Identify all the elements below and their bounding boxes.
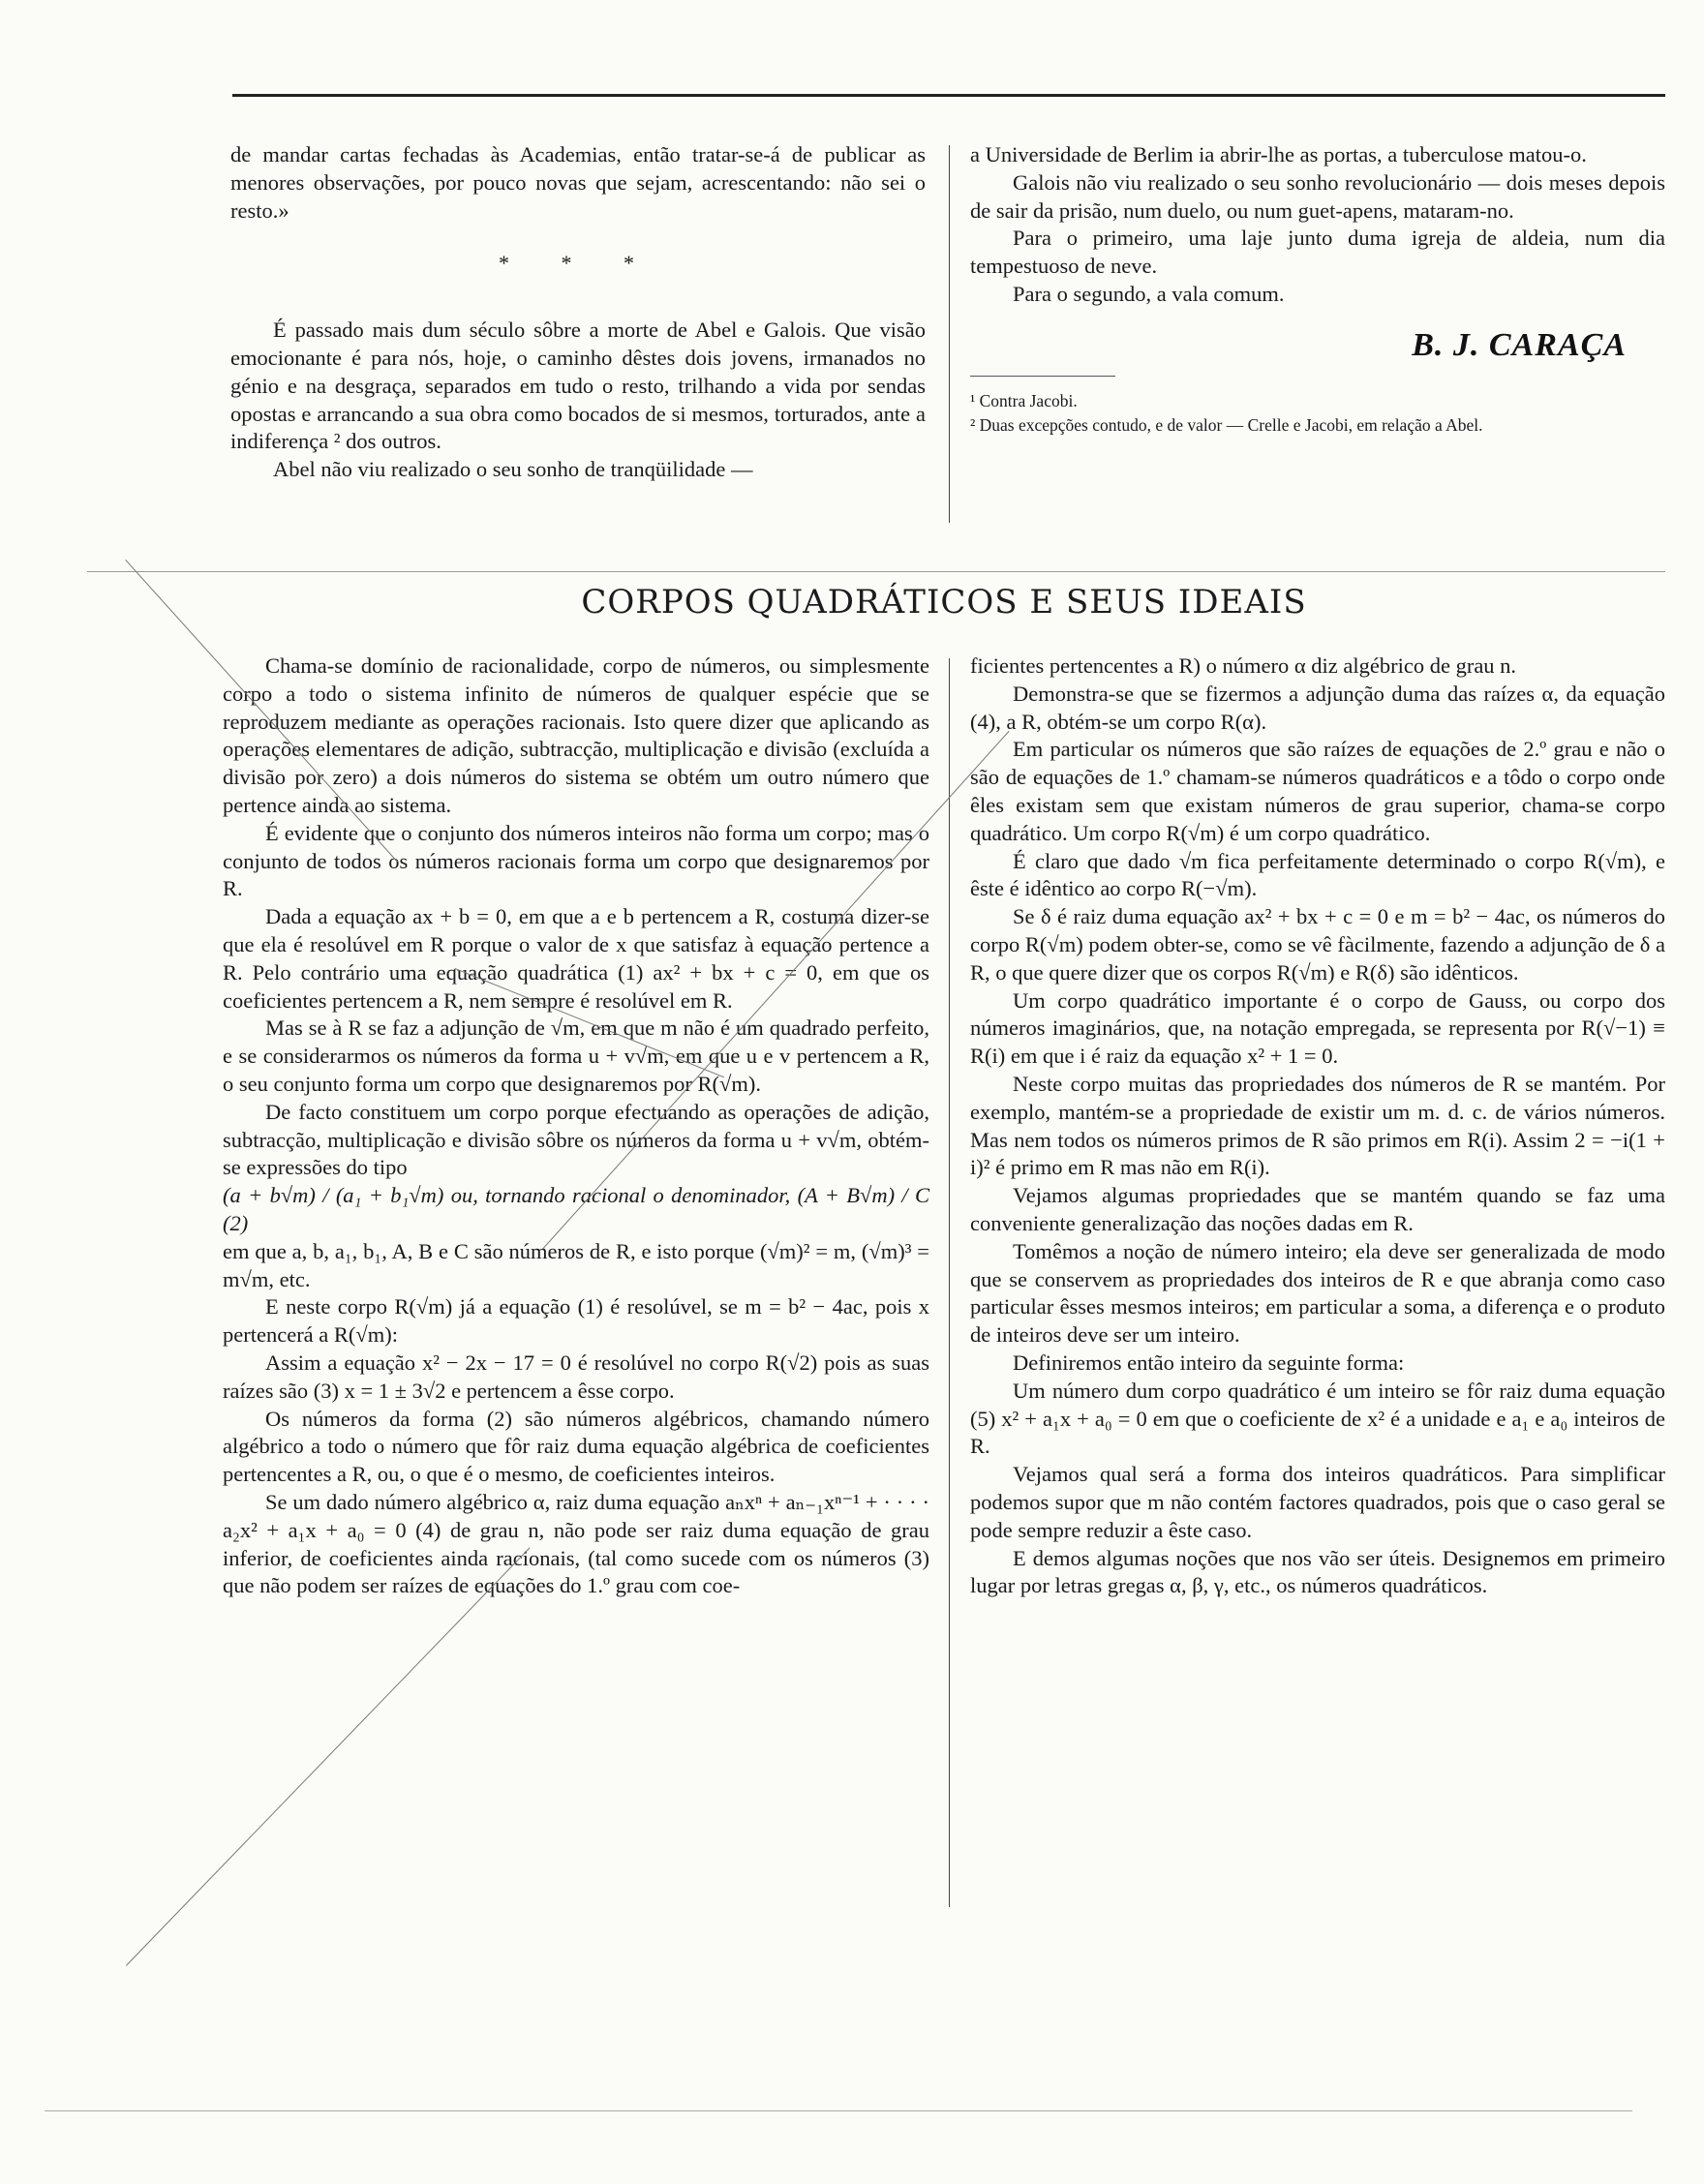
paragraph: De facto constituem um corpo porque efectuando as operações de adição, subtracção, multiplicação e divisão sôbre os números da forma u + v√m, obtém-se expressões do tipo	[223, 1099, 929, 1180]
fraction-equation: (a + b√m) / (a₁ + b₁√m) ou, tornando racional o denominador, (A + B√m) / C (2)	[223, 1183, 929, 1235]
paragraph: Assim a equação x² − 2x − 17 = 0 é resolúvel no corpo R(√2) pois as suas raízes são (3) x = 1 ± 3√2 e pertencem a êsse corpo.	[223, 1350, 929, 1403]
lower-right-column	[970, 652, 1665, 1600]
paragraph: em que a, b, a₁, b₁, A, B e C são números de R, e isto porque (√m)² = m, (√m)³ = m√m, etc.	[223, 1238, 929, 1291]
paragraph: Para o segundo, a vala comum.	[1013, 281, 1285, 306]
paragraph: Os números da forma (2) são números algébricos, chamando número algébrico a todo o número que fôr raiz duma equação algébrica de coeficientes pertencentes a R, ou, o que é o mesmo, de coeficientes inteiros.	[223, 1406, 929, 1487]
author-signature: B. J. CARAÇA	[1412, 326, 1627, 363]
paragraph: Um número dum corpo quadrático é um inteiro se fôr raiz duma equação (5) x² + a₁x + a₀ = 0 em que o coeficiente de x² é a unidade e a₁ e a₀ inteiros de R.	[970, 1378, 1665, 1459]
footnote: ² Duas excepções contudo, e de valor — Crelle e Jacobi, em relação a Abel.	[970, 414, 1483, 435]
bottom-rule	[45, 2110, 1632, 2111]
paragraph: E neste corpo R(√m) já a equação (1) é resolúvel, se m = b² − 4ac, pois x pertencerá a R(√m):	[223, 1294, 929, 1348]
paragraph: Mas se à R se faz a adjunção de √m, em que m não é um quadrado perfeito, e se considerarmos os números da forma u + v√m, em que u e v pertencem a R, o seu conjunto forma um corpo que designaremos por R(√m).	[223, 1016, 929, 1096]
paragraph: Para o primeiro, uma laje junto duma igreja de aldeia, num dia tempestuoso de neve.	[970, 226, 1665, 279]
paragraph: Dada a equação ax + b = 0, em que a e b pertencem a R, costuma dizer-se que ela é resolúvel em R porque o valor de x que satisfaz à equação pertence a R. Pelo contrário uma equação quadrática (1) ax² + bx + c = 0, em que os coeficientes pertencem a R, nem sempre é resolúvel em R.	[223, 904, 929, 1013]
paragraph: Abel não viu realizado o seu sonho de tranqüilidade —	[273, 457, 753, 482]
paragraph: É passado mais dum século sôbre a morte de Abel e Galois. Que visão emocionante é para nós, hoje, o caminho dêstes dois jovens, irmanados no génio e na desgraça, separados em tudo o resto, trilhando a vida por sendas opostas e arrancando a sua obra como bocados de si mesmos, torturados, ante a indiferença ² dos outros.	[230, 318, 926, 454]
paragraph: E demos algumas noções que nos vão ser úteis. Designemos em primeiro lugar por letras gregas α, β, γ, etc., os números quadráticos.	[970, 1545, 1665, 1598]
article-title: CORPOS QUADRÁTICOS E SEUS IDEAIS	[581, 583, 1307, 622]
paragraph: Um corpo quadrático importante é o corpo de Gauss, ou corpo dos números imaginários, que, na notação empregada, se representa por R(√−1) ≡ R(i) em que i é raiz da equação x² + 1 = 0.	[970, 987, 1665, 1069]
column-divider	[949, 658, 950, 1907]
paragraph: Neste corpo muitas das propriedades dos números de R se mantém. Por exemplo, mantém-se a propriedade de existir um m. d. c. de vários números. Mas nem todos os números primos de R são primos em R(i). Assim 2 = −i(1 + i)² é primo em R mas não em R(i).	[970, 1071, 1665, 1180]
paragraph: ficientes pertencentes a R) o número α diz algébrico de grau n.	[970, 653, 1517, 678]
lower-left-column	[223, 652, 929, 1600]
paragraph: É claro que dado √m fica perfeitamente determinado o corpo R(√m), e êste é idêntico ao corpo R(−√m).	[970, 848, 1665, 901]
section-separator: * * *	[499, 251, 657, 276]
paragraph: Em particular os números que são raízes de equações de 2.º grau e não o são de equações de 1.º chamam-se números quadráticos e a tôdo o corpo onde êles existam sem que existam números de grau superior, chama-se corpo quadrático. Um corpo R(√m) é um corpo quadrático.	[970, 737, 1665, 845]
paragraph: Se um dado número algébrico α, raiz duma equação aₙxⁿ + aₙ₋₁xⁿ⁻¹ + · · · · a₂x² + a₁x + a₀ = 0 (4) de grau n, não pode ser raiz duma equação de grau inferior, de coeficientes ainda racionais, (tal como sucede com os números (3) que não podem ser raízes de equações do 1.º grau com coe-	[223, 1489, 929, 1598]
paragraph: Tomêmos a noção de número inteiro; ela deve ser generalizada de modo que se conservem as propriedades dos inteiros de R e que abranja como caso particular êsses mesmos inteiros; em particular a soma, a diferença e o produto de inteiros deve ser um inteiro.	[970, 1238, 1665, 1348]
paragraph: Se δ é raiz duma equação ax² + bx + c = 0 e m = b² − 4ac, os números do corpo R(√m) podem obter-se, como se vê fàcilmente, fazendo a adjunção de δ a R, o que quere dizer que os corpos R(√m) e R(δ) são idênticos.	[970, 904, 1665, 985]
pen-stroke	[126, 1547, 531, 1965]
top-rule	[232, 94, 1665, 97]
footnote-rule	[970, 376, 1115, 377]
paragraph: Chama-se domínio de racionalidade, corpo de números, ou simplesmente corpo a todo o sistema infinito de números de qualquer espécie que se reproduzem mediante as operações racionais. Isto quere dizer que aplicando as operações elementares de adição, subtracção, multiplicação e divisão (excluída a divisão por zero) a dois números do sistema se obtém um outro número que pertence ainda ao sistema.	[223, 653, 929, 817]
paragraph: É evidente que o conjunto dos números inteiros não forma um corpo; mas o conjunto de todos os números racionais forma um corpo que designaremos por R.	[223, 820, 929, 901]
footnote: ¹ Contra Jacobi.	[970, 390, 1078, 410]
paragraph: Galois não viu realizado o seu sonho revolucionário — dois meses depois de sair da prisão, num duelo, ou num guet-apens, mataram-no.	[970, 169, 1665, 223]
paragraph: Demonstra-se que se fizermos a adjunção duma das raízes α, da equação (4), a R, obtém-se um corpo R(α).	[970, 681, 1665, 734]
title-rule	[87, 571, 1665, 572]
paragraph: Definiremos então inteiro da seguinte forma:	[1013, 1350, 1405, 1375]
paragraph: Vejamos qual será a forma dos inteiros quadráticos. Para simplificar podemos supor que m não contém factores quadrados, pois que o caso geral se pode sempre reduzir a êste caso.	[970, 1462, 1665, 1542]
paragraph: a Universidade de Berlim ia abrir-lhe as portas, a tuberculose matou-o.	[970, 142, 1587, 167]
column-divider	[949, 145, 950, 523]
upper-left-column	[230, 141, 926, 484]
upper-right-column	[970, 141, 1665, 436]
paragraph: Vejamos algumas propriedades que se mantém quando se faz uma conveniente generalização das noções dadas em R.	[970, 1183, 1665, 1235]
paragraph: de mandar cartas fechadas às Academias, então tratar-se-á de publicar as menores observações, por pouco novas que sejam, acrescentando: não sei o resto.»	[230, 142, 926, 223]
